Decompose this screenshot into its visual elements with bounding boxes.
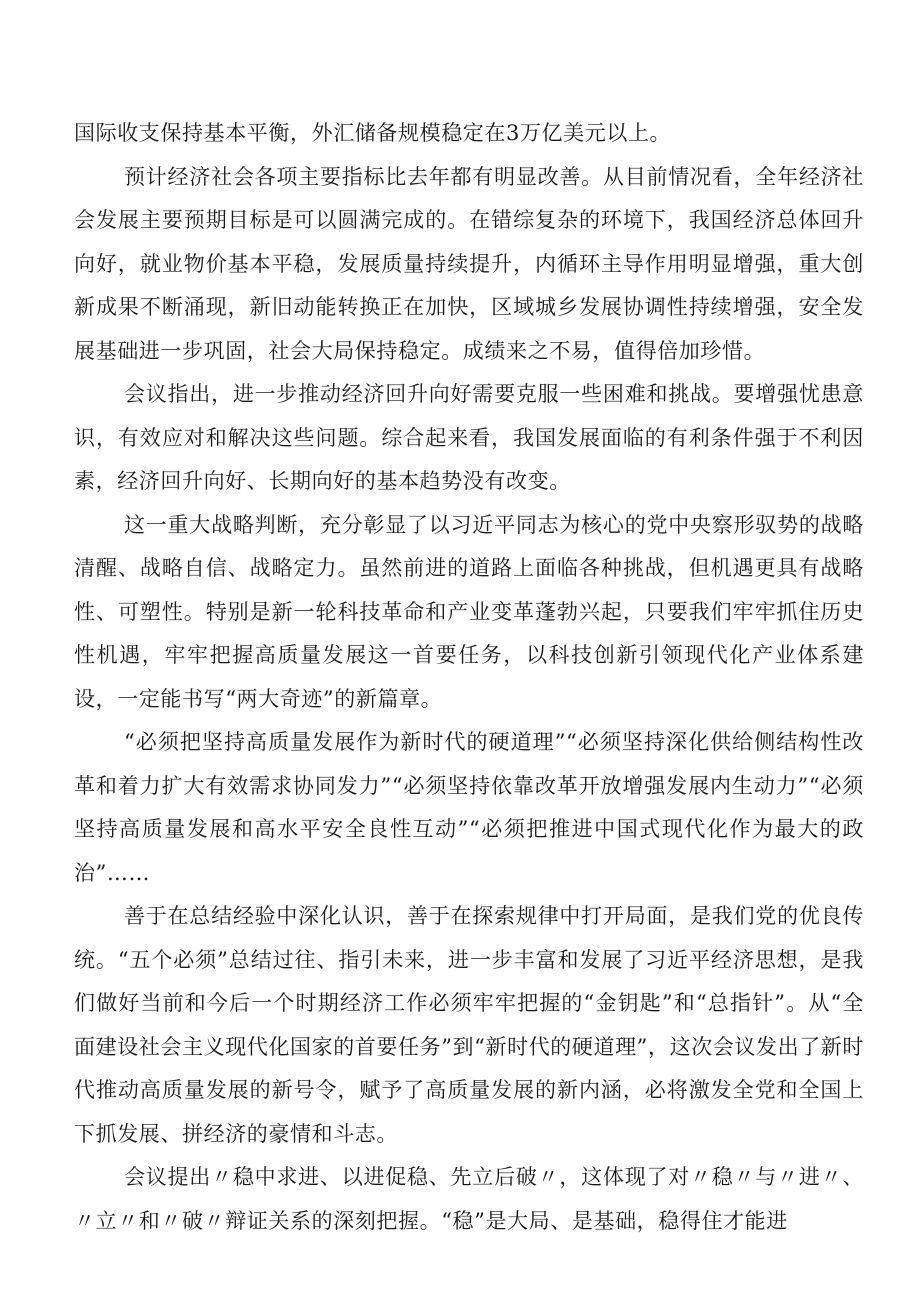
paragraph-3: 会议指出，进一步推动经济回升向好需要克服一些困难和挑战。要增强忧患意识，有效应对和解决这些问题。综合起来看，我国发展面临的有利条件强于不利因素，经济回升向好、长期向好的基本趋势没有改变。 [74, 382, 864, 493]
paragraph-6: 善于在总结经验中深化认识，善于在探索规律中打开局面，是我们党的优良传统。“五个必须”总结过往、指引未来，进一步丰富和发展了习近平经济思想，是我们做好当前和今后一个时期经济工作必须牢牢把握的“金钥匙”和“总指针”。从“全面建设社会主义现代化国家的首要任务”到“新时代的硬道理”，这次会议发出了新时代推动高质量发展的新号令，赋予了高质量发展的新内涵，必将激发全党和全国上下抓发展、拼经济的豪情和斗志。 [74, 904, 865, 1146]
paragraph-7: 会议提出〃稳中求进、以进促稳、先立后破〃，这体现了对〃稳〃与〃进〃、〃立〃和〃破〃辩证关系的深刻把握。“稳”是大局、是基础，稳得住才能进 [74, 1165, 864, 1233]
paragraph-1: 国际收支保持基本平衡，外汇储备规模稳定在3万亿美元以上。 [74, 121, 672, 145]
document-body [74, 112, 864, 1243]
paragraph-2: 预计经济社会各项主要指标比去年都有明显改善。从目前情况看，全年经济社会发展主要预期目标是可以圆满完成的。在错综复杂的环境下，我国经济总体回升向好，就业物价基本平稳，发展质量持续提升，内循环主导作用明显增强，重大创新成果不断涌现，新旧动能转换正在加快，区域城乡发展协调性持续增强，安全发展基础进一步巩固，社会大局保持稳定。成绩来之不易，值得倍加珍惜。 [74, 164, 864, 363]
paragraph-5: “必须把坚持高质量发展作为新时代的硬道理”“必须坚持深化供给侧结构性改革和着力扩大有效需求协同发力”“必须坚持依靠改革开放增强发展内生动力”“必须坚持高质量发展和高水平安全良性互动”“必须把推进中国式现代化作为最大的政治”…… [74, 730, 864, 885]
paragraph-4: 这一重大战略判断，充分彰显了以习近平同志为核心的党中央察形驭势的战略清醒、战略自信、战略定力。虽然前进的道路上面临各种挑战，但机遇更具有战略性、可塑性。特别是新一轮科技革命和产业变革蓬勃兴起，只要我们牢牢抓住历史性机遇，牢牢把握高质量发展这一首要任务，以科技创新引领现代化产业体系建设，一定能书写“两大奇迹”的新篇章。 [74, 512, 864, 711]
